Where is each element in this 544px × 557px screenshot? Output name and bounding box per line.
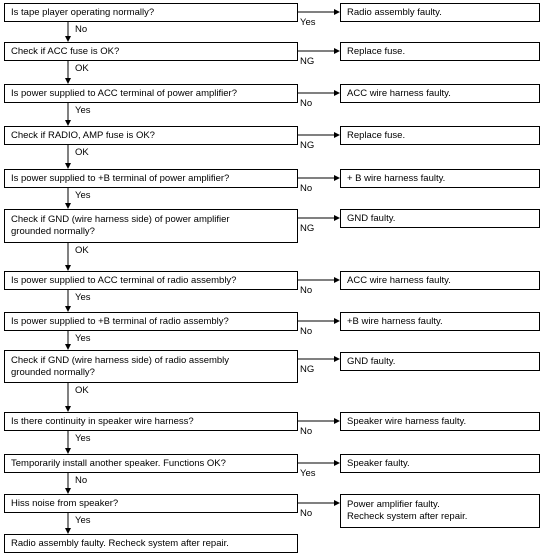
next-label: OK <box>75 245 89 256</box>
next-label: No <box>75 475 88 486</box>
branch-label: NG <box>300 223 315 234</box>
result-box: +B wire harness faulty. <box>340 312 540 331</box>
question-box: Is power supplied to +B terminal of radio assembly? <box>4 312 298 331</box>
question-box: Is power supplied to ACC terminal of power amplifier? <box>4 84 298 103</box>
branch-label: No <box>300 426 313 437</box>
result-box: Speaker faulty. <box>340 454 540 473</box>
next-label: OK <box>75 63 89 74</box>
question-box: Is tape player operating normally? <box>4 3 298 22</box>
result-box: GND faulty. <box>340 209 540 228</box>
question-box: Is power supplied to +B terminal of power amplifier? <box>4 169 298 188</box>
branch-label: No <box>300 508 313 519</box>
final-box: Radio assembly faulty. Recheck system after repair. <box>4 534 298 553</box>
result-box: GND faulty. <box>340 352 540 371</box>
result-box: + B wire harness faulty. <box>340 169 540 188</box>
next-label: No <box>75 24 88 35</box>
next-label: Yes <box>75 515 91 526</box>
question-box: Is there continuity in speaker wire harness? <box>4 412 298 431</box>
result-box: Power amplifier faulty. Recheck system after repair. <box>340 494 540 528</box>
question-box: Check if ACC fuse is OK? <box>4 42 298 61</box>
result-box: ACC wire harness faulty. <box>340 84 540 103</box>
next-label: OK <box>75 385 89 396</box>
branch-label: Yes <box>300 468 316 479</box>
next-label: Yes <box>75 433 91 444</box>
branch-label: No <box>300 98 313 109</box>
result-box: Replace fuse. <box>340 126 540 145</box>
result-box: ACC wire harness faulty. <box>340 271 540 290</box>
question-box: Check if GND (wire harness side) of power amplifier grounded normally? <box>4 209 298 243</box>
question-box: Check if GND (wire harness side) of radio assembly grounded normally? <box>4 350 298 383</box>
next-label: Yes <box>75 105 91 116</box>
branch-label: No <box>300 285 313 296</box>
question-box: Is power supplied to ACC terminal of radio assembly? <box>4 271 298 290</box>
result-box: Radio assembly faulty. <box>340 3 540 22</box>
next-label: Yes <box>75 333 91 344</box>
branch-label: NG <box>300 140 315 151</box>
branch-label: No <box>300 183 313 194</box>
result-box: Replace fuse. <box>340 42 540 61</box>
next-label: Yes <box>75 292 91 303</box>
next-label: Yes <box>75 190 91 201</box>
question-box: Hiss noise from speaker? <box>4 494 298 513</box>
result-box: Speaker wire harness faulty. <box>340 412 540 431</box>
branch-label: No <box>300 326 313 337</box>
branch-label: NG <box>300 364 315 375</box>
branch-label: Yes <box>300 17 316 28</box>
question-box: Temporarily install another speaker. Functions OK? <box>4 454 298 473</box>
branch-label: NG <box>300 56 315 67</box>
question-box: Check if RADIO, AMP fuse is OK? <box>4 126 298 145</box>
next-label: OK <box>75 147 89 158</box>
